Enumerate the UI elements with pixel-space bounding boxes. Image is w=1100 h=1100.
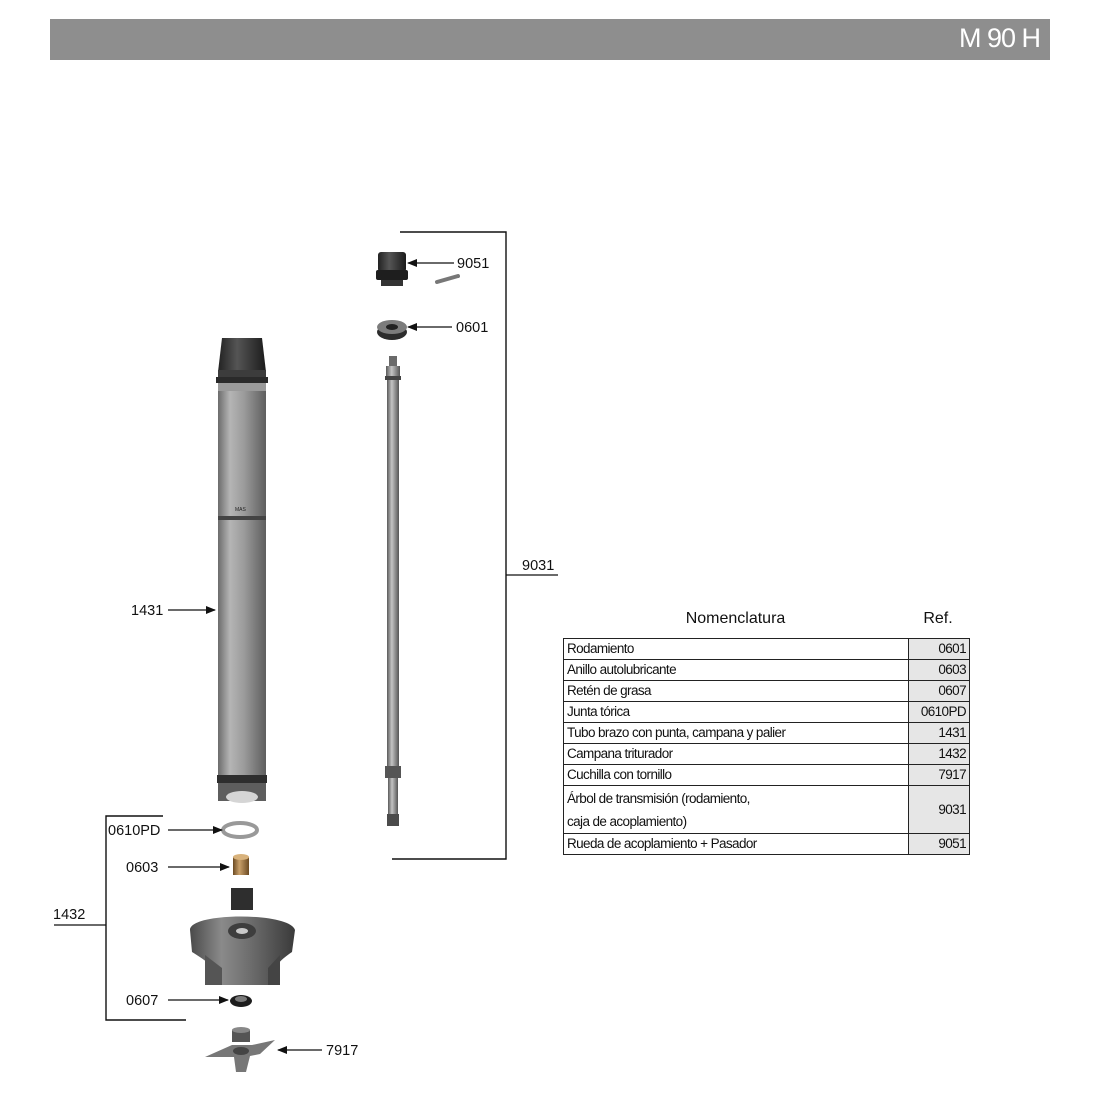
table-row (564, 681, 970, 702)
model-title: M 90 H (958, 23, 1040, 53)
label-7917: 7917 (326, 1043, 359, 1059)
part-name (564, 786, 909, 834)
ring-0603 (233, 854, 249, 875)
part-ref: 1432 (909, 744, 970, 765)
label-9031: 9031 (522, 558, 555, 574)
label-1431: 1431 (131, 603, 164, 619)
table-row (564, 834, 970, 855)
table-row (564, 702, 970, 723)
parts-table (563, 638, 970, 855)
label-0607: 0607 (126, 993, 159, 1009)
part-ref: 1431 (909, 723, 970, 744)
part-name-line-1: Árbol de transmisión (rodamiento, (567, 790, 750, 806)
bracket-1432 (106, 816, 186, 1020)
coupling-wheel-9051 (376, 252, 458, 286)
table-row (564, 660, 970, 681)
part-name: Rodamiento (564, 639, 909, 660)
part-ref: 0610PD (909, 702, 970, 723)
tube-arm-1431 (216, 338, 268, 803)
part-ref: 0603 (909, 660, 970, 681)
part-name: Cuchilla con tornillo (564, 765, 909, 786)
part-name: Campana triturador (564, 744, 909, 765)
crusher-bell-1432 (190, 888, 295, 985)
label-0610pd: 0610PD (108, 823, 161, 839)
part-name: Rueda de acoplamiento + Pasador (564, 834, 909, 855)
part-name: Tubo brazo con punta, campana y palier (564, 723, 909, 744)
label-0601: 0601 (456, 320, 489, 336)
label-0603: 0603 (126, 860, 159, 876)
bracket-9031 (392, 232, 506, 859)
part-ref: 9051 (909, 834, 970, 855)
o-ring-0610pd (223, 823, 257, 837)
table-row (564, 723, 970, 744)
part-name: Anillo autolubricante (564, 660, 909, 681)
table-row (564, 744, 970, 765)
table-header (563, 610, 970, 638)
part-name: Junta tórica (564, 702, 909, 723)
part-ref: 0607 (909, 681, 970, 702)
grease-seal-0607 (230, 995, 252, 1007)
label-9051: 9051 (457, 256, 490, 272)
label-1432: 1432 (53, 907, 86, 923)
nomenclature-table (563, 610, 970, 855)
table-row (564, 765, 970, 786)
table-row (564, 639, 970, 660)
tube-logo: MAS (235, 507, 246, 513)
header-ref: Ref. (923, 610, 953, 627)
part-ref: 0601 (909, 639, 970, 660)
blade-7917 (205, 1027, 275, 1072)
drive-shaft-9031 (385, 356, 401, 826)
bearing-0601 (377, 320, 407, 340)
part-ref: 7917 (909, 765, 970, 786)
part-name-line-2: caja de acoplamiento) (567, 813, 687, 829)
table-row (564, 786, 970, 834)
part-ref: 9031 (909, 786, 970, 834)
header-nomenclatura: Nomenclatura (685, 610, 786, 627)
part-name: Retén de grasa (564, 681, 909, 702)
